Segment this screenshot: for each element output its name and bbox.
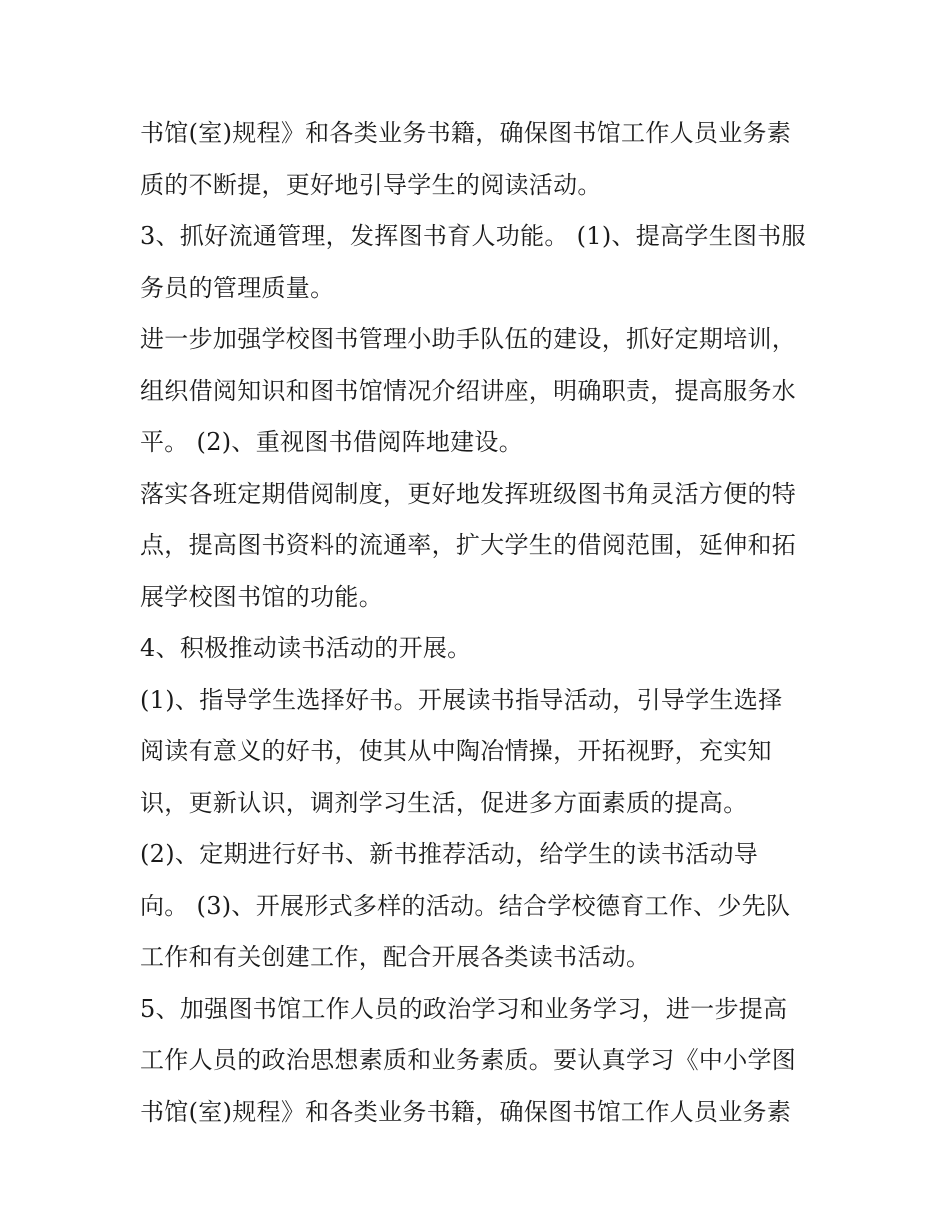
text-line: 书馆(室)规程》和各类业务书籍，确保图书馆工作人员业务素 — [140, 119, 792, 147]
text-line: 质的不断提，更好地引导学生的阅读活动。 — [140, 170, 602, 199]
text-line: 落实各班定期借阅制度，更好地发挥班级图书角灵活方便的特 — [140, 479, 797, 508]
text-line: 务员的管理质量。 — [140, 273, 335, 302]
text-line: 工作和有关创建工作，配合开展各类读书活动。 — [140, 943, 651, 971]
text-line: 5、加强图书馆工作人员的政治学习和业务学习，进一步提高 — [140, 994, 788, 1023]
text-line: 书馆(室)规程》和各类业务书籍，确保图书馆工作人员业务素 — [140, 1097, 792, 1126]
text-line: 工作人员的政治思想素质和业务素质。要认真学习《中小学图 — [140, 1046, 797, 1074]
text-line: 点，提高图书资料的流通率，扩大学生的借阅范围，延伸和拓 — [140, 531, 797, 559]
text-line: 组织借阅知识和图书馆情况介绍讲座，明确职责，提高服务水 — [140, 376, 797, 405]
text-line: 展学校图书馆的功能。 — [140, 582, 383, 611]
text-line: 阅读有意义的好书，使其从中陶冶情操，开拓视野，充实知 — [140, 737, 772, 765]
text-line: 进一步加强学校图书管理小助手队伍的建设，抓好定期培训， — [140, 325, 797, 353]
text-line: 向。 (3)、开展形式多样的活动。结合学校德育工作、少先队 — [140, 891, 791, 920]
text-line: (2)、定期进行好书、新书推荐活动，给学生的读书活动导 — [140, 840, 759, 868]
text-line: (1)、指导学生选择好书。开展读书指导活动，引导学生选择 — [140, 685, 783, 714]
document-body — [140, 108, 830, 1138]
text-line: 4、积极推动读书活动的开展。 — [140, 634, 472, 662]
text-line: 识，更新认识，调剂学习生活，促进多方面素质的提高。 — [140, 788, 748, 817]
text-line: 3、抓好流通管理，发挥图书育人功能。 (1)、提高学生图书服 — [140, 222, 806, 250]
text-line: 平。 (2)、重视图书借阅阵地建设。 — [140, 428, 524, 456]
